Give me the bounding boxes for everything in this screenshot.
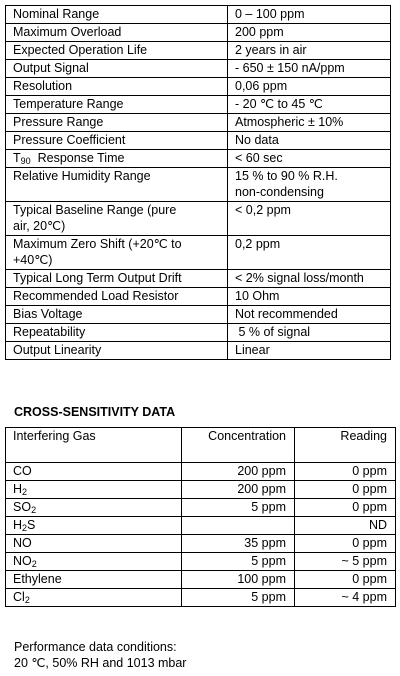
spec-value-line: non-condensing xyxy=(235,185,324,199)
spec-value: 0,2 ppm xyxy=(228,236,391,270)
specification-table xyxy=(5,5,391,360)
gas-subscript: 2 xyxy=(31,505,37,515)
spec-label: Output Signal xyxy=(6,60,228,78)
gas-name xyxy=(6,499,182,517)
spec-row xyxy=(6,42,391,60)
gas-formula: Cl xyxy=(13,590,25,604)
spec-label: Resolution xyxy=(6,78,228,96)
spec-label xyxy=(6,150,228,168)
spec-value: 0,06 ppm xyxy=(228,78,391,96)
header-interfering-gas: Interfering Gas xyxy=(6,428,182,463)
gas-subscript: 2 xyxy=(22,523,28,533)
spec-row xyxy=(6,114,391,132)
gas-subscript: 2 xyxy=(24,595,30,605)
table-row xyxy=(6,481,396,499)
gas-reading: 0 ppm xyxy=(295,571,396,589)
spec-row xyxy=(6,342,391,360)
spec-value: - 20 ℃ to 45 ℃ xyxy=(228,96,391,114)
table-row xyxy=(6,553,396,571)
spec-row xyxy=(6,324,391,342)
gas-subscript: 2 xyxy=(22,487,28,497)
spec-row xyxy=(6,306,391,324)
gas-name xyxy=(6,517,182,535)
gas-concentration: 5 ppm xyxy=(182,589,295,607)
spec-label: Nominal Range xyxy=(6,6,228,24)
gas-reading: ND xyxy=(295,517,396,535)
spec-label-line: Typical Baseline Range (pure xyxy=(13,203,177,217)
spec-label-subscript: 90 xyxy=(20,156,31,166)
cross-sensitivity-title: CROSS-SENSITIVITY DATA xyxy=(14,405,176,419)
gas-formula: H xyxy=(13,482,23,496)
spec-row xyxy=(6,132,391,150)
gas-formula: H xyxy=(13,518,23,532)
gas-name xyxy=(6,589,182,607)
gas-concentration xyxy=(182,517,295,535)
gas-concentration: 5 ppm xyxy=(182,499,295,517)
gas-concentration: 5 ppm xyxy=(182,553,295,571)
gas-reading: 0 ppm xyxy=(295,463,396,481)
spec-label xyxy=(6,202,228,236)
spec-value: 2 years in air xyxy=(228,42,391,60)
table-header-row xyxy=(6,428,396,463)
spec-label: Maximum Overload xyxy=(6,24,228,42)
spec-value: - 650 ± 150 nA/ppm xyxy=(228,60,391,78)
spec-label: Recommended Load Resistor xyxy=(6,288,228,306)
spec-row xyxy=(6,202,391,236)
spec-label-main: T xyxy=(13,151,21,165)
gas-concentration: 35 ppm xyxy=(182,535,295,553)
table-row xyxy=(6,517,396,535)
spec-value: < 2% signal loss/month xyxy=(228,270,391,288)
spec-label: Bias Voltage xyxy=(6,306,228,324)
spec-value: Not recommended xyxy=(228,306,391,324)
gas-concentration: 200 ppm xyxy=(182,463,295,481)
table-row xyxy=(6,499,396,517)
spec-label: Relative Humidity Range xyxy=(6,168,228,202)
spec-label-rest: Response Time xyxy=(30,151,125,165)
spec-row xyxy=(6,60,391,78)
gas-formula-rest: S xyxy=(27,518,36,532)
spec-row xyxy=(6,168,391,202)
spec-label-line: air, 20℃) xyxy=(13,219,66,233)
spec-label: Expected Operation Life xyxy=(6,42,228,60)
footer-line: Performance data conditions: xyxy=(14,640,177,654)
gas-formula: NO xyxy=(13,554,32,568)
spec-value: No data xyxy=(228,132,391,150)
spec-value: 0 – 100 ppm xyxy=(228,6,391,24)
spec-value: < 0,2 ppm xyxy=(228,202,391,236)
gas-name: NO xyxy=(6,535,182,553)
footer-line: 20 ℃, 50% RH and 1013 mbar xyxy=(14,656,187,670)
gas-reading: ~ 4 ppm xyxy=(295,589,396,607)
spec-label: Typical Long Term Output Drift xyxy=(6,270,228,288)
spec-value: 10 Ohm xyxy=(228,288,391,306)
spec-label xyxy=(6,236,228,270)
header-concentration: Concentration xyxy=(182,428,295,463)
table-row xyxy=(6,589,396,607)
table-row xyxy=(6,463,396,481)
spec-row xyxy=(6,150,391,168)
gas-name: Ethylene xyxy=(6,571,182,589)
gas-name xyxy=(6,481,182,499)
table-row xyxy=(6,571,396,589)
spec-label: Temperature Range xyxy=(6,96,228,114)
gas-name xyxy=(6,553,182,571)
spec-value: Linear xyxy=(228,342,391,360)
spec-row xyxy=(6,270,391,288)
spec-label: Output Linearity xyxy=(6,342,228,360)
spec-label-line: Maximum Zero Shift (+20℃ to xyxy=(13,237,182,251)
cross-sensitivity-table xyxy=(5,427,396,607)
gas-reading: ~ 5 ppm xyxy=(295,553,396,571)
spec-label: Repeatability xyxy=(6,324,228,342)
header-reading: Reading xyxy=(295,428,396,463)
gas-subscript: 2 xyxy=(31,559,37,569)
table-row xyxy=(6,535,396,553)
gas-reading: 0 ppm xyxy=(295,535,396,553)
spec-label: Pressure Coefficient xyxy=(6,132,228,150)
spec-value: 200 ppm xyxy=(228,24,391,42)
spec-row xyxy=(6,288,391,306)
spec-row xyxy=(6,78,391,96)
spec-label-line: +40℃) xyxy=(13,253,53,267)
gas-formula: SO xyxy=(13,500,32,514)
gas-reading: 0 ppm xyxy=(295,499,396,517)
performance-conditions-note xyxy=(14,639,186,671)
spec-value: < 60 sec xyxy=(228,150,391,168)
spec-value: Atmospheric ± 10% xyxy=(228,114,391,132)
spec-value xyxy=(228,168,391,202)
spec-value: 5 % of signal xyxy=(228,324,391,342)
spec-row xyxy=(6,24,391,42)
gas-reading: 0 ppm xyxy=(295,481,396,499)
spec-row xyxy=(6,96,391,114)
spec-row xyxy=(6,6,391,24)
spec-row xyxy=(6,236,391,270)
gas-concentration: 100 ppm xyxy=(182,571,295,589)
gas-concentration: 200 ppm xyxy=(182,481,295,499)
spec-label: Pressure Range xyxy=(6,114,228,132)
spec-value-line: 15 % to 90 % R.H. xyxy=(235,169,338,183)
gas-name: CO xyxy=(6,463,182,481)
